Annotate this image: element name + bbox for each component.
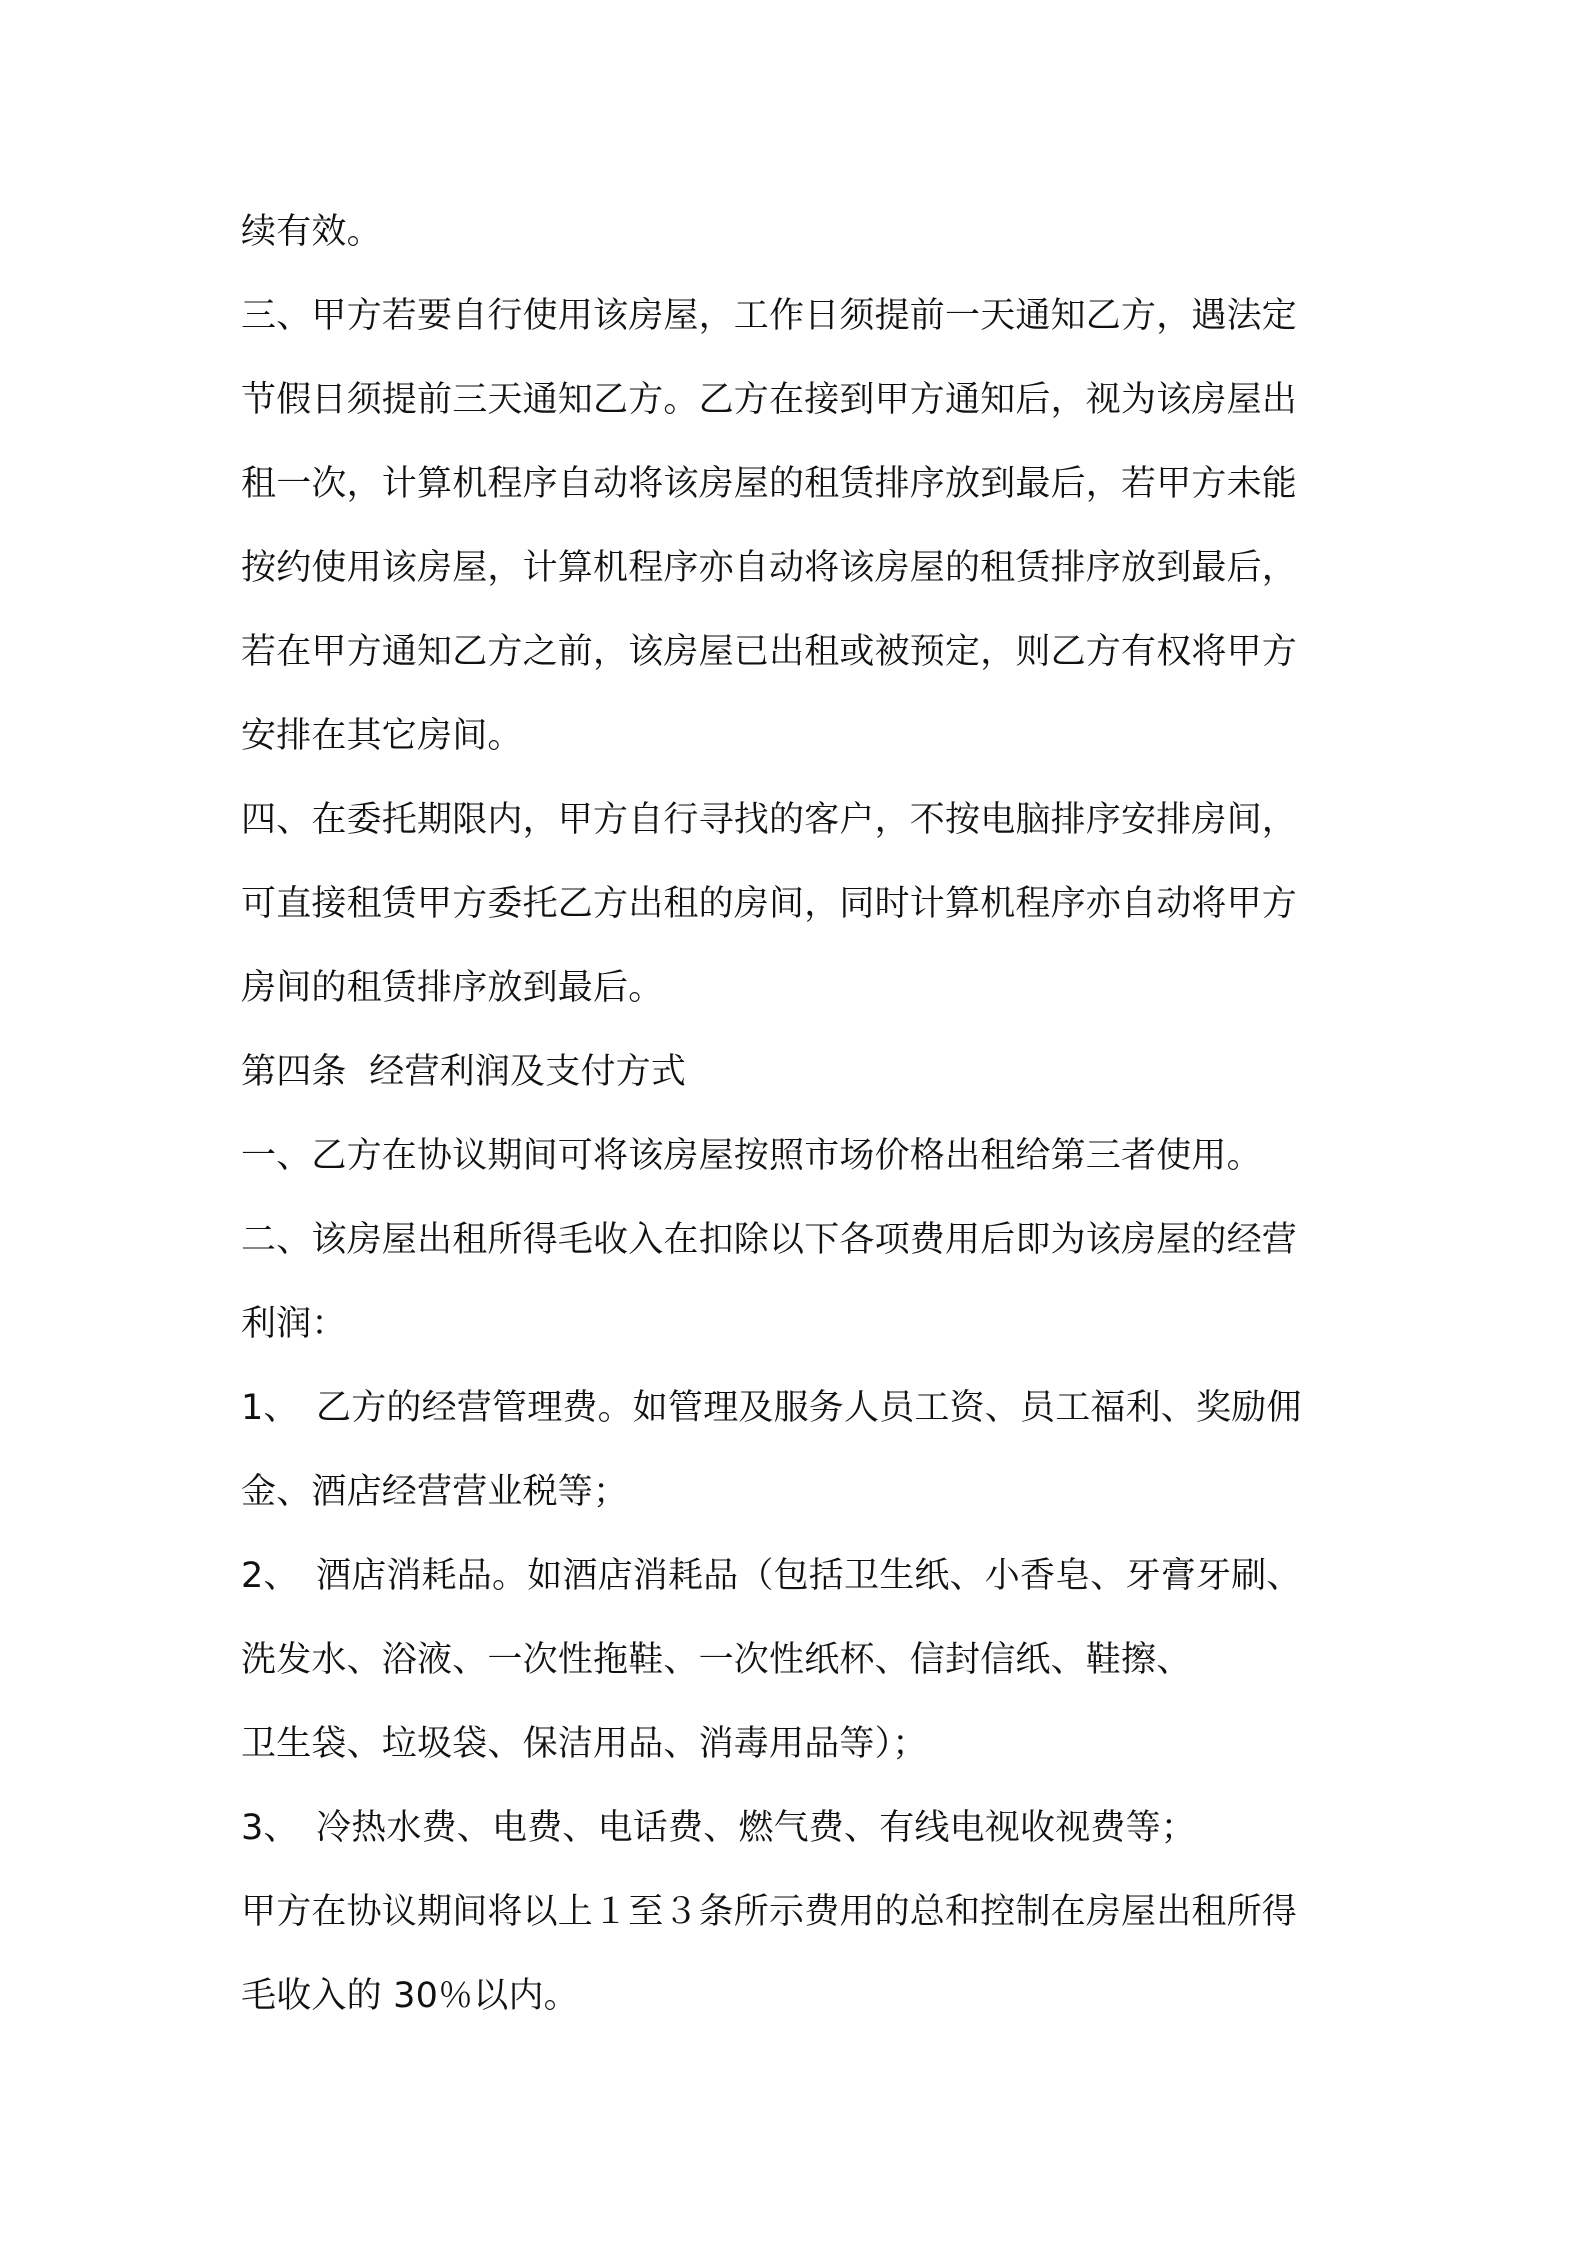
text-line: 毛收入的 30％以内。 xyxy=(241,1976,579,2016)
text-line: 卫生袋、垃圾袋、保洁用品、消毒用品等）； xyxy=(241,1724,928,1764)
list-item xyxy=(241,1534,1361,1618)
text-line: 一、乙方在协议期间可将该房屋按照市场价格出租给第三者使用。 xyxy=(241,1136,1262,1176)
text-line: 按约使用该房屋，计算机程序亦自动将该房屋的租赁排序放到最后， xyxy=(241,548,1298,588)
text-line: 房间的租赁排序放到最后。 xyxy=(241,968,664,1008)
text-line: 洗发水、浴液、一次性拖鞋、一次性纸杯、信封信纸、鞋擦、 xyxy=(241,1640,1192,1680)
list-item-number: 2、 xyxy=(241,1556,299,1596)
list-item-number: 1、 xyxy=(241,1388,299,1428)
text-line: 若在甲方通知乙方之前，该房屋已出租或被预定，则乙方有权将甲方 xyxy=(241,632,1298,672)
list-item-text: 冷热水费、电费、电话费、燃气费、有线电视收视费等； xyxy=(316,1808,1197,1848)
list-item xyxy=(241,1786,1361,1870)
text-line: 利润： xyxy=(241,1304,347,1344)
text-line: 节假日须提前三天通知乙方。乙方在接到甲方通知后，视为该房屋出 xyxy=(241,380,1298,420)
list-item-number: 3、 xyxy=(241,1808,299,1848)
text-line: 安排在其它房间。 xyxy=(241,716,523,756)
list-item xyxy=(241,1366,1361,1450)
text-line: 甲方在协议期间将以上１至３条所示费用的总和控制在房屋出租所得 xyxy=(241,1892,1298,1932)
text-line: 三、甲方若要自行使用该房屋，工作日须提前一天通知乙方，遇法定 xyxy=(241,296,1298,336)
text-line: 租一次，计算机程序自动将该房屋的租赁排序放到最后，若甲方未能 xyxy=(241,464,1298,504)
list-item-text: 酒店消耗品。如酒店消耗品（包括卫生纸、小香皂、牙膏牙刷、 xyxy=(316,1556,1302,1596)
text-line: 二、该房屋出租所得毛收入在扣除以下各项费用后即为该房屋的经营 xyxy=(241,1220,1298,1260)
section-heading: 第四条 经营利润及支付方式 xyxy=(241,1052,687,1092)
text-line: 金、酒店经营营业税等； xyxy=(241,1472,629,1512)
text-line: 可直接租赁甲方委托乙方出租的房间，同时计算机程序亦自动将甲方 xyxy=(241,884,1298,924)
list-item-text: 乙方的经营管理费。如管理及服务人员工资、员工福利、奖励佣 xyxy=(316,1388,1302,1428)
document-body xyxy=(241,190,1361,2038)
text-line: 四、在委托期限内，甲方自行寻找的客户，不按电脑排序安排房间， xyxy=(241,800,1298,840)
text-line: 续有效。 xyxy=(241,212,382,252)
